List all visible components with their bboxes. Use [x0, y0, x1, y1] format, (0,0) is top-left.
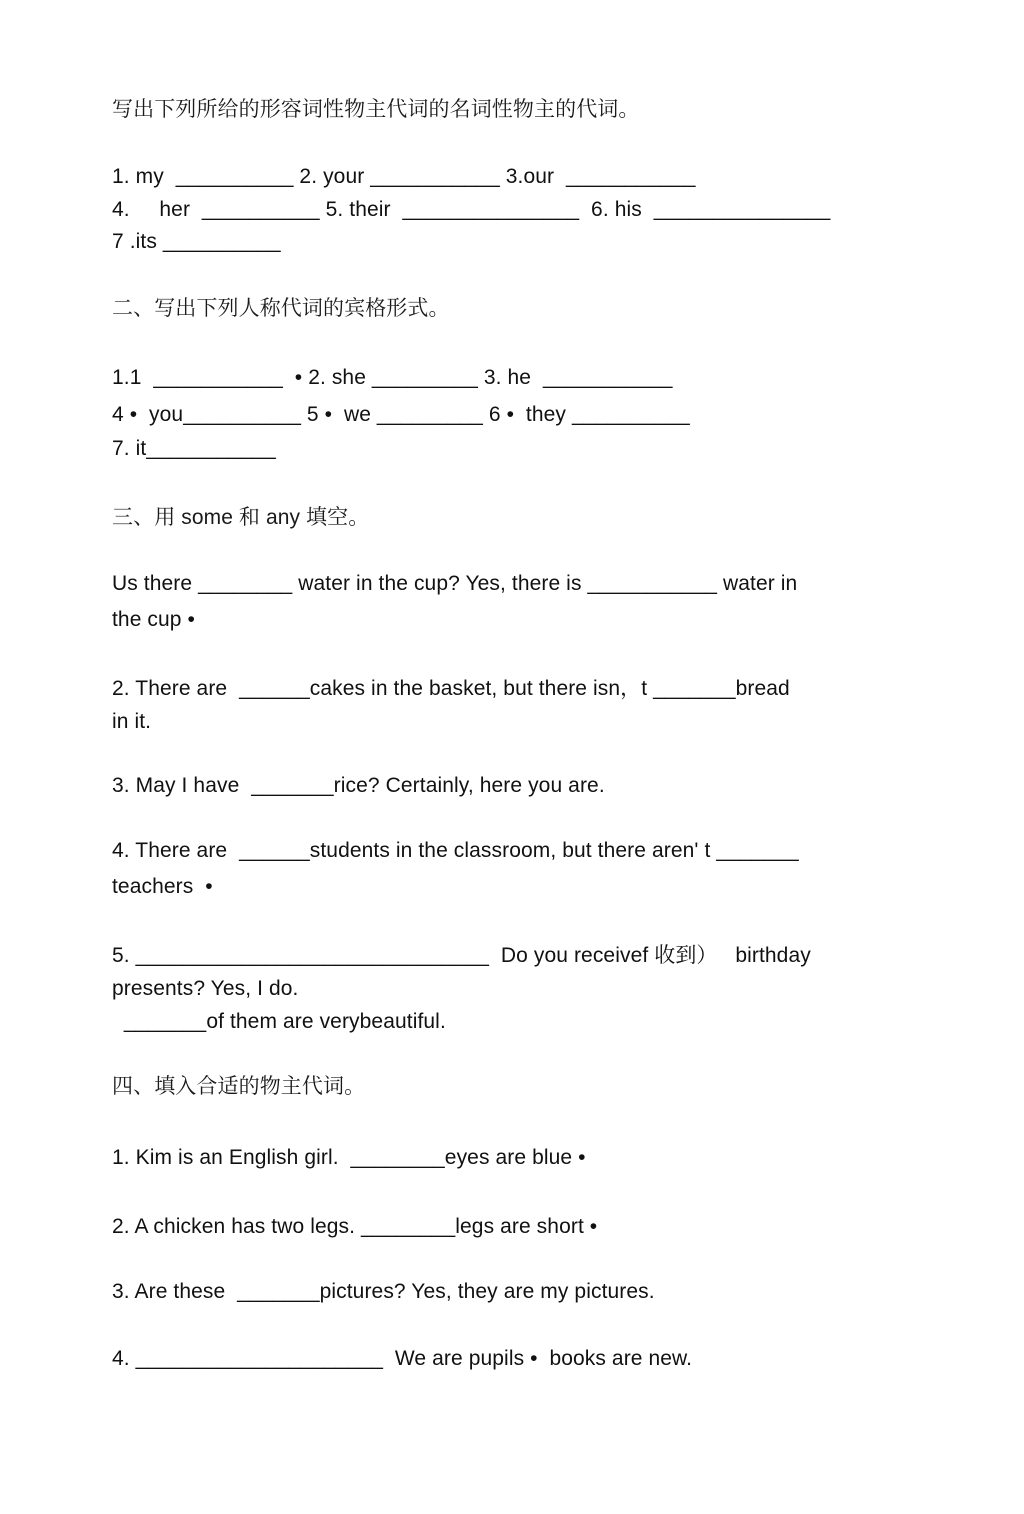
- section2-title: 二、写出下列人称代词的宾格形式。: [112, 297, 450, 320]
- section3-q5-line-3: _______of them are verybeautiful.: [112, 1010, 446, 1033]
- section4-q2: 2. A chicken has two legs. ________legs are short •: [112, 1215, 598, 1238]
- section3-q1-line-2: the cup •: [112, 608, 195, 631]
- section1-line-1: 1. my __________ 2. your ___________ 3.our ___________: [112, 165, 696, 188]
- section2-line-2: 4 • you__________ 5 • we _________ 6 • they __________: [112, 403, 690, 426]
- section3-q3: 3. May I have _______rice? Certainly, here you are.: [112, 774, 605, 797]
- section4-q3: 3. Are these _______pictures? Yes, they are my pictures.: [112, 1280, 655, 1303]
- section4-q4: 4. _____________________ We are pupils • books are new.: [112, 1347, 693, 1370]
- section1-line-3: 7 .its __________: [112, 230, 281, 253]
- section3-q5-line-2: presents? Yes, I do.: [112, 977, 299, 1000]
- section3-q5-line-1: 5. ______________________________ Do you receivef 收到） birthday: [112, 944, 811, 967]
- section4-title: 四、填入合适的物主代词。: [112, 1075, 366, 1098]
- section3-title: 三、用 some 和 any 填空。: [112, 506, 370, 529]
- section3-q4-line-1: 4. There are ______students in the classroom, but there aren' t _______: [112, 839, 799, 862]
- section3-q2-line-1: 2. There are ______cakes in the basket, but there isn，t _______bread: [112, 677, 790, 700]
- section1-title: 写出下列所给的形容词性物主代词的名词性物主的代词。: [112, 98, 640, 121]
- section3-q4-line-2: teachers •: [112, 875, 213, 898]
- section3-q2-line-2: in it.: [112, 710, 152, 733]
- section4-q1: 1. Kim is an English girl. ________eyes are blue •: [112, 1146, 586, 1169]
- section2-line-1: 1.1 ___________ • 2. she _________ 3. he ___________: [112, 366, 673, 389]
- section2-line-3: 7. it___________: [112, 437, 276, 460]
- section3-q1-line-1: Us there ________ water in the cup? Yes, there is ___________ water in: [112, 572, 798, 595]
- section1-line-2: 4. her __________ 5. their _______________ 6. his _______________: [112, 198, 831, 221]
